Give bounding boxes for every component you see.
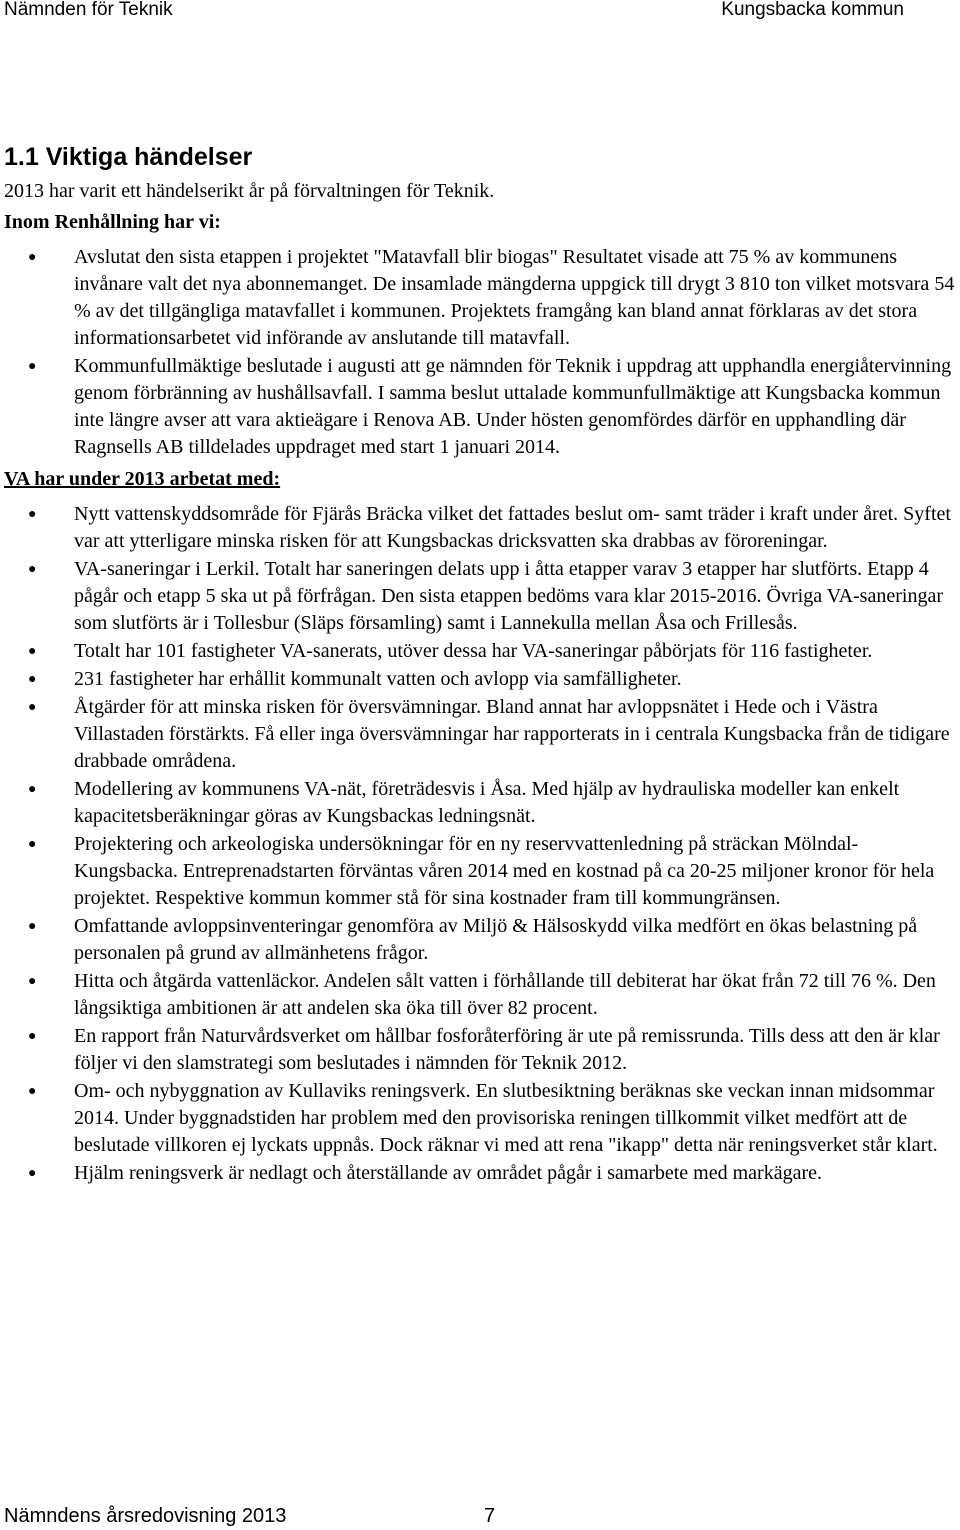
list-item: ● Hjälm reningsverk är nedlagt och återställande av området pågår i samarbete med markägare. <box>4 1160 956 1187</box>
list-item: ● En rapport från Naturvårdsverket om hållbar fosforåterföring är ute på remissrunda. Tills dess att den är klar följer vi den slamstrategi som beslutades i nämnden för Teknik 2012. <box>28 1025 940 1074</box>
list-item: ● Omfattande avloppsinventeringar genomföra av Miljö & Hälsoskydd vilka medfört en ökas belastning på personalen på grund av allmänhetens frågor. <box>28 915 918 964</box>
page-footer <box>4 1504 496 1528</box>
va-list <box>4 501 956 1187</box>
bullet-icon: ● <box>28 837 37 852</box>
page-header <box>0 0 960 24</box>
bullet-icon: ● <box>28 1166 37 1181</box>
intro-paragraph: 2013 har varit ett händelserikt år på förvaltningen för Teknik. <box>4 180 495 202</box>
renhallning-list <box>4 244 956 461</box>
bullet-icon: ● <box>28 782 37 797</box>
header-left: Nämnden för Teknik <box>4 0 173 20</box>
list-item: ● Kommunfullmäktige beslutade i augusti att ge nämnden för Teknik i uppdrag att upphandla energiåtervinning genom förbränning av hushållsavfall. I samma beslut uttalade kommunfullmäktige att Kungsbacka kommun inte längre avser att vara aktieägare i Renova AB. Under hösten genomfördes därför en upphandling där Ragnsells AB tilldelades uppdraget med start 1 januari 2014. <box>28 355 952 458</box>
document-body <box>4 140 956 1188</box>
list-item: ● Hitta och åtgärda vattenläckor. Andelen sålt vatten i förhållande till debiterat har ökat från 72 till 76 %. Den långsiktiga ambitionen är att andelen ska öka till över 82 procent. <box>28 970 936 1019</box>
list-item: ● Avslutat den sista etappen i projektet "Matavfall blir biogas" Resultatet visade att 75 % av kommunens invånare valt det nya abonnemanget. De insamlade mängderna uppgick till drygt 3 810 ton vilket motsvara 54 % av det tillgängliga matavfallet i kommunen. Projektets framgång kan bland annat förklaras av det stora informationsarbetet vid införande av anslutande till matavfall. <box>28 246 955 349</box>
page-number: 7 <box>484 1505 496 1527</box>
list-item: ● Nytt vattenskyddsområde för Fjärås Bräcka vilket det fattades beslut om- samt träder i kraft under året. Syftet var att ytterligare minska risken för att Kungsbackas dricksvatten ska drabbas av föroreningar. <box>28 503 951 552</box>
bullet-icon: ● <box>28 919 37 934</box>
bullet-icon: ● <box>28 644 37 659</box>
list-item: ● Projektering och arkeologiska undersökningar för en ny reservvattenledning på sträckan Mölndal-Kungsbacka. Entreprenadstarten förväntas våren 2014 med en kostnad på ca 20-25 miljoner kronor för hela projektet. Respektive kommun kommer stå för sina kostnader fram till kommungränsen. <box>28 833 935 909</box>
list-item: ● Totalt har 101 fastigheter VA-sanerats, utöver dessa har VA-saneringar påbörjats för 116 fastigheter. <box>4 638 956 665</box>
section-heading: 1.1 Viktiga händelser <box>4 143 253 171</box>
footer-title: Nämndens årsredovisning 2013 <box>4 1505 287 1527</box>
list-item: ● Om- och nybyggnation av Kullaviks reningsverk. En slutbesiktning beräknas ske veckan innan midsommar 2014. Under byggnadstiden har problem med den provisoriska reningen tillkommit vilket medfört att de beslutade villkoren ej lyckats uppnås. Dock räknar vi med att rena "ikapp" detta när reningsverket står klart. <box>28 1080 938 1156</box>
header-right: Kungsbacka kommun <box>721 0 904 20</box>
bullet-icon: ● <box>28 974 37 989</box>
list-item: ● VA-saneringar i Lerkil. Totalt har saneringen delats upp i åtta etapper varav 3 etapper har slutförts. Etapp 4 pågår och etapp 5 ska ut på förfrågan. Den sista etappen bedöms vara klar 2015-2016. Övriga VA-saneringar som slutförts är i Tollesbur (Släps församling) samt i Lannekulla mellan Åsa och Frillesås. <box>28 558 943 634</box>
bullet-icon: ● <box>28 700 37 715</box>
bullet-icon: ● <box>28 1084 37 1099</box>
list-item: ● 231 fastigheter har erhållit kommunalt vatten och avlopp via samfälligheter. <box>4 666 956 693</box>
bullet-icon: ● <box>28 250 37 265</box>
bullet-icon: ● <box>28 507 37 522</box>
list-item: ● Modellering av kommunens VA-nät, företrädesvis i Åsa. Med hjälp av hydrauliska modeller kan enkelt kapacitetsberäkningar göras av Kungsbackas ledningsnät. <box>28 778 900 827</box>
va-title: VA har under 2013 arbetat med: <box>4 468 281 490</box>
bullet-icon: ● <box>28 1029 37 1044</box>
renhallning-title: Inom Renhållning har vi: <box>4 211 221 233</box>
bullet-icon: ● <box>28 672 37 687</box>
bullet-icon: ● <box>28 562 37 577</box>
list-item: ● Åtgärder för att minska risken för översvämningar. Bland annat har avloppsnätet i Hede och i Västra Villastaden förstärkts. Få eller inga översvämningar har rapporterats in i centrala Kungsbacka från de tidigare drabbade områdena. <box>28 696 950 772</box>
bullet-icon: ● <box>28 359 37 374</box>
